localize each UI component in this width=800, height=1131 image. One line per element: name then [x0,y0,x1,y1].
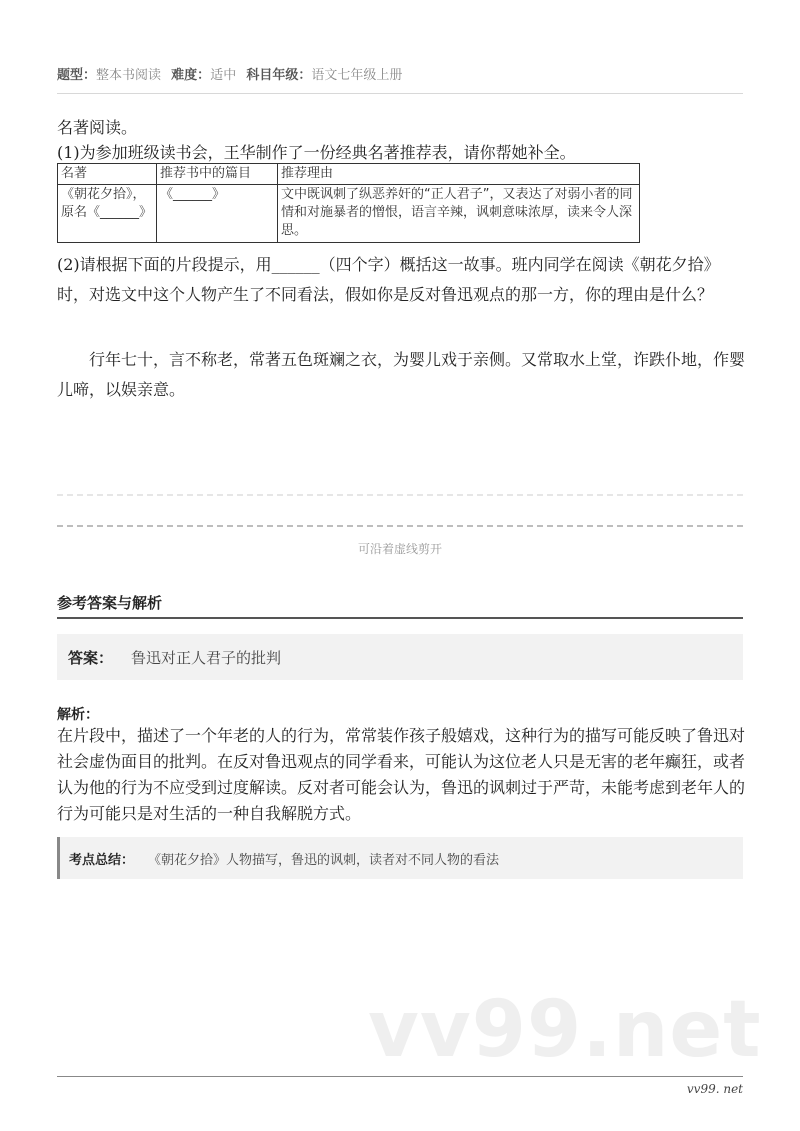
analysis-label: 解析： [57,707,99,723]
recommendation-table [57,163,640,243]
table-header-row [58,164,640,185]
table-cell-book: 《朝花夕拾》，原名《______》 [58,185,157,243]
table-header-cell: 推荐书中的篇目 [157,164,278,185]
answer-value: 鲁迅对正人君子的批判 [131,648,282,667]
subject-label: 科目年级： [246,68,312,83]
excerpt-passage: 行年七十，言不称老，常著五色斑斓之衣，为婴儿戏于亲侧。又常取水上堂，诈跌仆地，作婴儿啼，以娱亲意。 [57,350,746,399]
analysis-text: 在片段中，描述了一个年老的人的行为，常常装作孩子般嬉戏，这种行为的描写可能反映了鲁迅对社会虚伪面目的批判。在反对鲁迅观点的同学看来，可能认为这位老人只是无害的老年癫狂，或者认为他的行为不应受到过度解读。反对者可能会认为，鲁迅的讽刺过于严苛，未能考虑到老年人的行为可能只是对生活的一种自我解脱方式。 [57,726,746,823]
summary-value: 《朝花夕拾》人物描写，鲁迅的讽刺，读者对不同人物的看法 [148,852,500,868]
footer-site: vv99. net [686,1082,743,1096]
dashed-divider [57,494,743,496]
dashed-cut-line [57,525,743,527]
watermark: vv99.net [368,985,762,1075]
difficulty-value: 适中 [210,68,237,83]
summary-label: 考点总结： [69,852,135,868]
table-header-cell: 名著 [58,164,157,185]
answer-label: 答案： [68,648,114,667]
question-part-2: (2)请根据下面的片段提示，用______（四个字）概括这一故事。班内同学在阅读《朝花夕拾》时，对选文中这个人物产生了不同看法，假如你是反对鲁迅观点的那一方，你的理由是什么？ [57,255,720,304]
question-title: 名著阅读。 [57,118,138,137]
answer-section-heading: 参考答案与解析 [57,594,163,612]
question-meta-bar [57,64,743,83]
footer-rule [57,1076,743,1077]
cut-hint: 可沿着虚线剪开 [357,542,442,556]
summary-box [57,837,743,879]
table-cell-chapter: 《______》 [157,185,278,243]
table-row [58,185,640,243]
subject-value: 语文七年级上册 [311,68,403,83]
table-header-cell: 推荐理由 [278,164,640,185]
meta-divider [57,93,743,94]
difficulty-label: 难度： [171,68,211,83]
question-part-1: (1)为参加班级读书会，王华制作了一份经典名著推荐表，请你帮她补全。 [57,143,576,162]
answer-heading-rule [57,617,743,619]
type-label: 题型： [57,68,97,83]
answer-box [57,634,743,680]
table-cell-reason: 文中既讽刺了纵恶养奸的“正人君子”，又表达了对弱小者的同情和对施暴者的憎恨，语言辛辣，讽刺意味浓厚，读来令人深思。 [278,185,640,243]
type-value: 整本书阅读 [96,68,162,83]
